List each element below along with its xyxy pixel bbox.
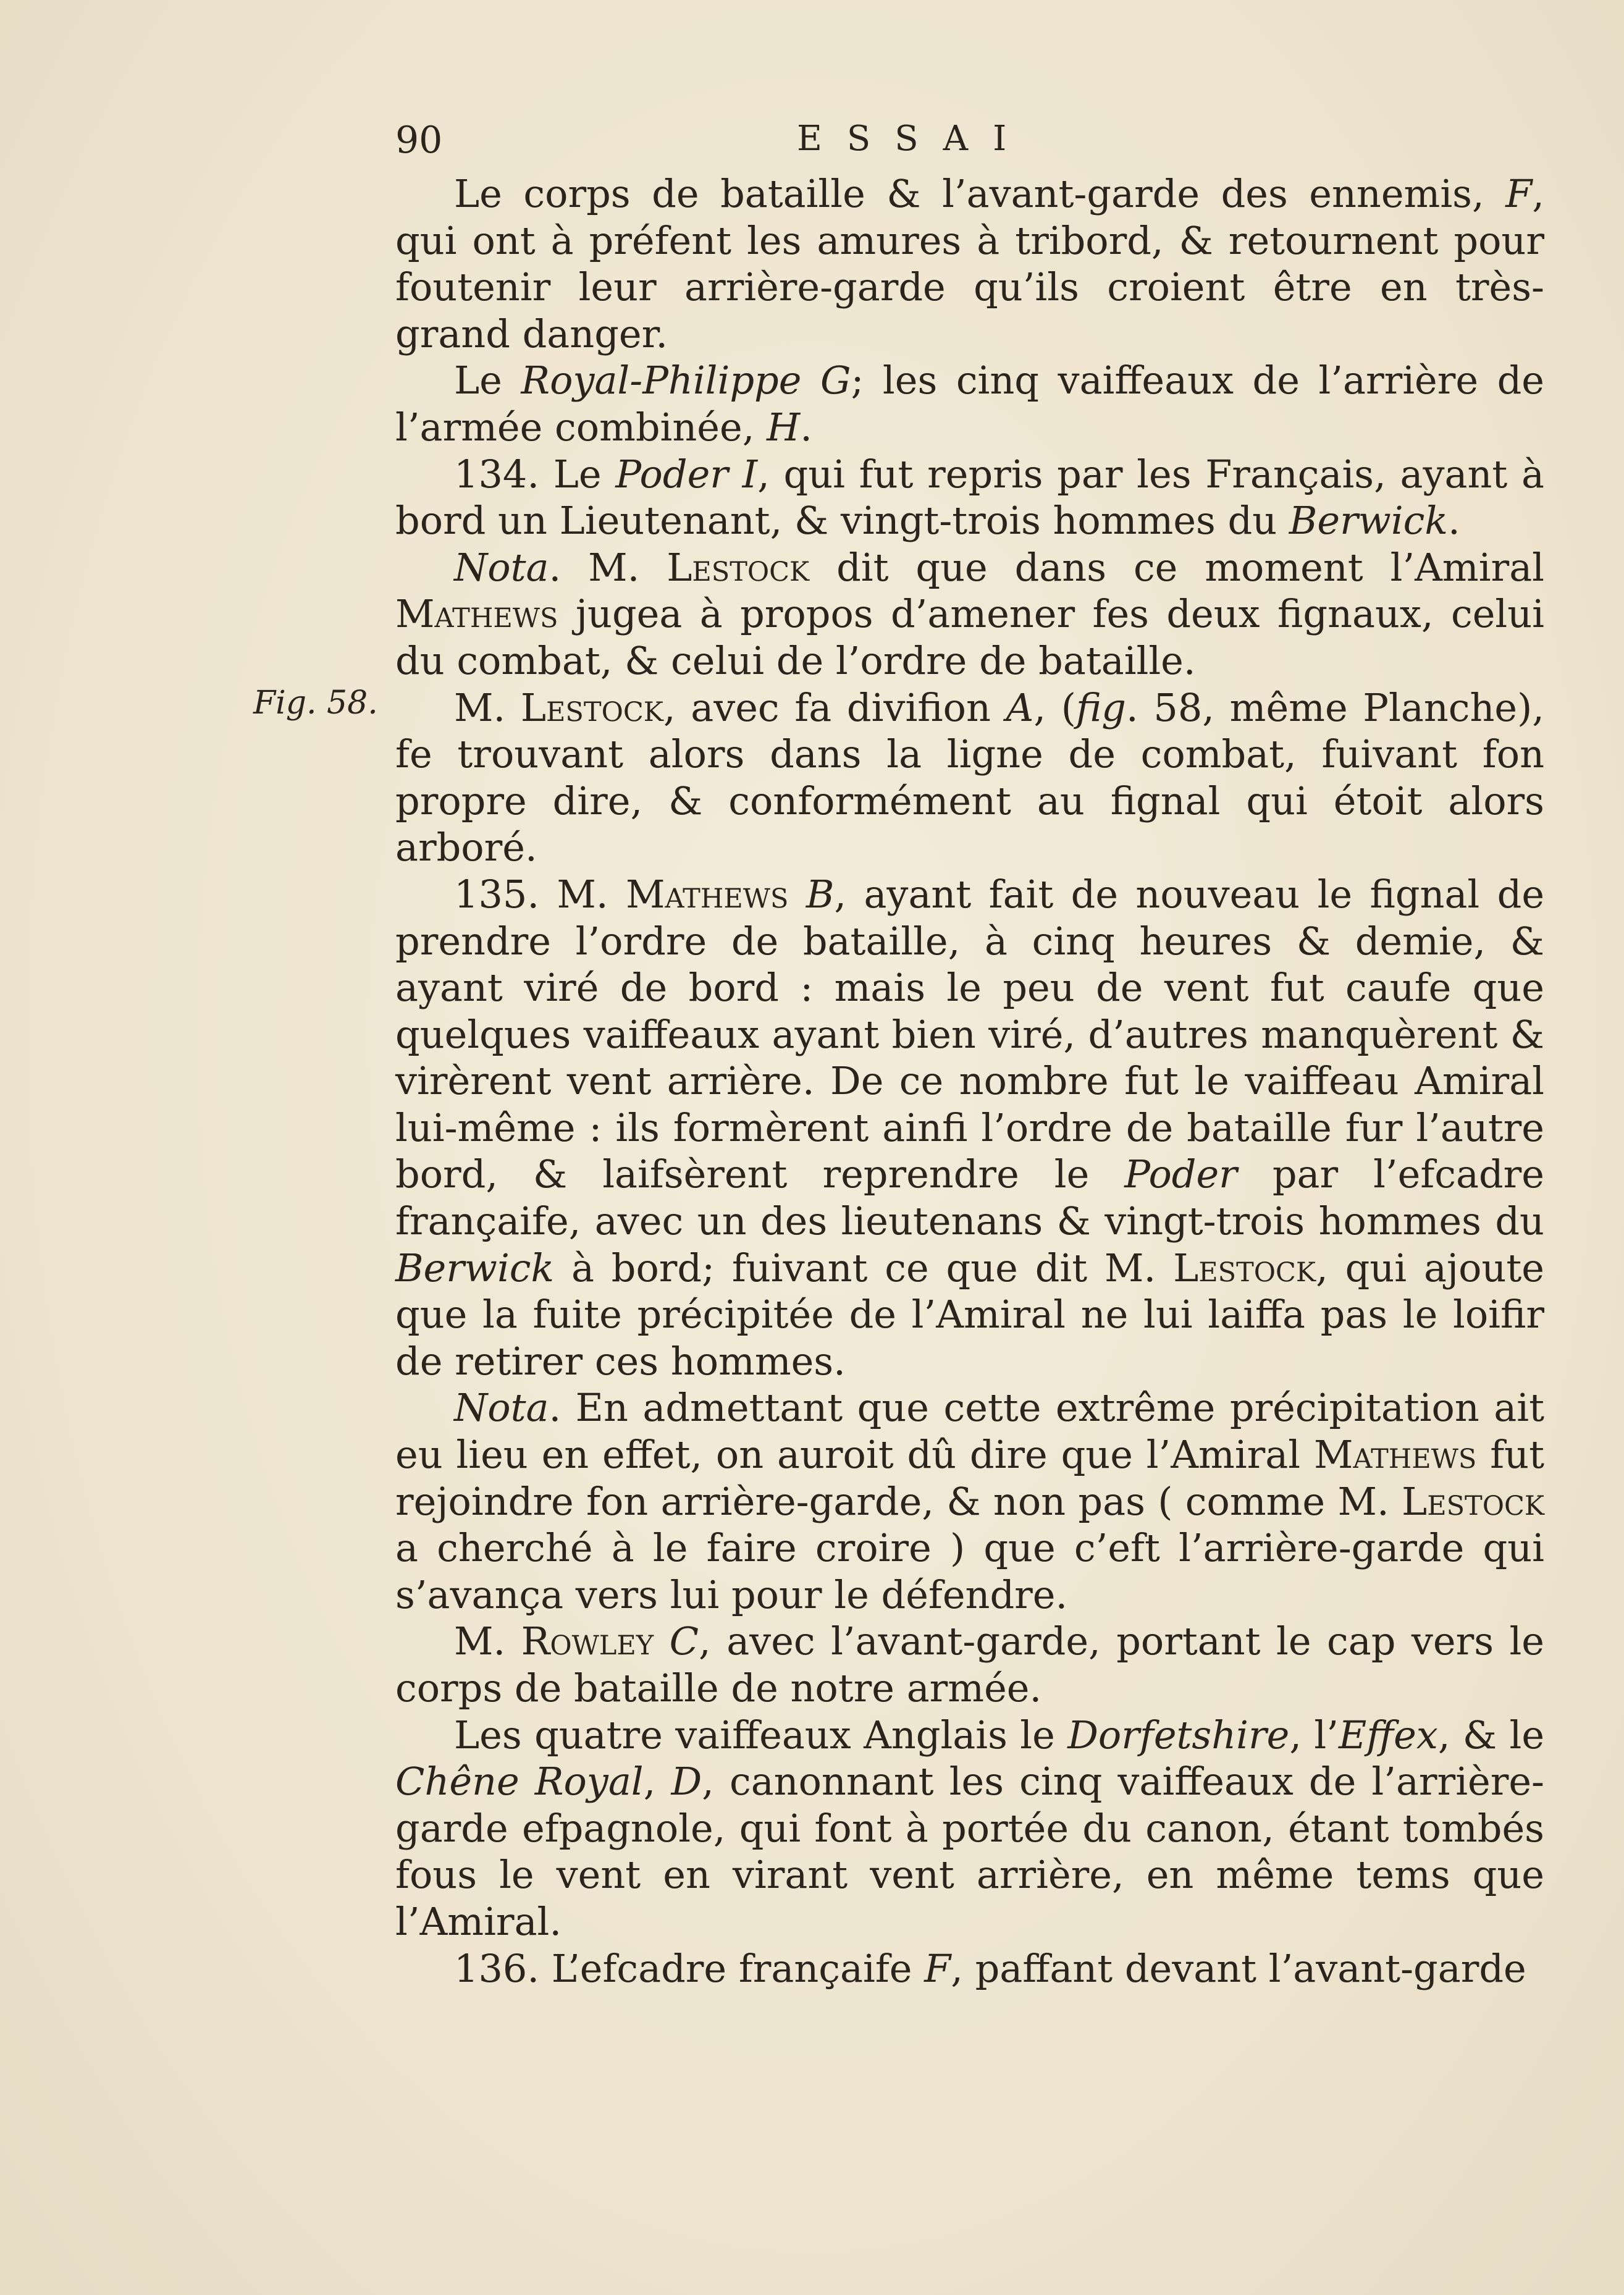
margin-note: Fig. 58. [253,684,378,722]
text-segment: Mathews [1313,1432,1477,1478]
text-segment: , ( [1033,684,1076,730]
text-segment: Lestock [1402,1478,1544,1524]
text-segment: , [643,1759,671,1804]
text-segment [788,872,806,917]
text-segment: , qui fut repris par les Français, ayant à bord un Lieutenant, & vingt-trois hommes du [395,451,1545,544]
text-segment: Nota [454,544,549,590]
text-segment: , canonnant les cinq vaiffeaux de l’arrière-garde efpagnole, qui font à portée du canon, étant tombés fous le vent en virant vent arrière, en même tems que l’Amiral. [395,1759,1544,1944]
text-segment: par l’efcadre françaife, avec un des lieutenans & vingt-trois hommes du [395,1152,1544,1244]
text-segment: fut rejoindre fon arrière-garde, & non pas ( comme M. [395,1432,1544,1524]
text-segment: Rowley [521,1619,654,1664]
text-segment: Lestock [667,544,810,590]
text-segment: ; les cinq vaiffeaux de l’arrière de l’armée combinée, [395,358,1544,450]
text-segment: a cherché à le faire croire ) que c’eft l’arrière-garde qui s’avança vers lui pour le défendre. [395,1525,1544,1617]
paragraph-5 [395,684,1544,871]
text-segment: F [1505,171,1533,216]
paragraph-3 [395,451,1544,544]
text-segment [654,1619,669,1664]
page-header [395,119,1544,174]
text-segment: 136. L’efcadre françaife [454,1945,925,1991]
paragraph-1 [395,171,1544,357]
text-segment: . 58, même Planche), fe trouvant alors dans la ligne de combat, fuivant fon propre dire, & conformément au fignal qui étoit alors arboré. [395,684,1544,870]
text-segment: C [669,1619,699,1664]
text-segment: Royal-Philippe G [521,358,851,403]
text-segment: Mathews [626,871,789,917]
text-segment: Poder [1124,1152,1237,1197]
text-segment: Le [454,358,521,403]
text-segment: Berwick [1289,498,1448,544]
text-segment: Mathews [395,591,558,637]
text-segment: 135. M. [454,871,626,917]
text-segment: , avec fa divifion [663,684,1006,730]
text-segment: H [767,404,801,450]
text-segment: , & le [1437,1712,1545,1758]
page-number: 90 [395,119,443,162]
text-segment: . [1447,498,1460,544]
text-segment: Berwick [395,1245,555,1291]
text-segment: 134. Le [454,451,616,497]
text-segment: Chêne Royal [395,1759,644,1804]
running-head: ESSAI [797,119,1032,159]
paragraph-4 [395,544,1544,684]
text-segment: . [800,404,812,450]
paragraph-8 [395,1618,1544,1711]
text-segment: Les quatre vaiffeaux Anglais le [454,1712,1068,1758]
text-segment: Effex [1338,1712,1438,1758]
paragraph-9 [395,1712,1544,1945]
text-segment: fig [1075,684,1126,730]
paragraph-6 [395,871,1544,1385]
text-segment: à bord; fuivant ce que dit M. [554,1245,1174,1291]
text-segment: Lestock [1173,1245,1316,1291]
text-segment: , l’ [1289,1712,1339,1758]
text-segment: A [1006,684,1034,730]
text-segment: , ayant fait de nouveau le fignal de prendre l’ordre de bataille, à cinq heures & demie, & ayant viré de bord : mais le peu de vent fut caufe que quelques vaiffeaux ayant bien viré, d’autres manquèrent & virèrent vent arrière. De ce nombre fut le vaiffeau Amiral lui-même : ils formèrent ainfi l’ordre de bataille fur l’autre bord, & laifsèrent reprendre le [395,871,1545,1197]
text-segment: B [806,871,835,917]
text-segment: , avec l’avant-garde, portant le cap vers le corps de bataille de notre armée. [395,1619,1544,1711]
text-segment: D [671,1759,702,1804]
text-segment: Dorfetshire [1067,1712,1290,1758]
text-segment: . M. [549,544,667,590]
text-segment: Nota [454,1385,549,1431]
text-segment: , qui ajoute que la fuite précipitée de l’Amiral ne lui laiffa pas le loifir de retirer ces hommes. [395,1245,1544,1384]
text-segment: dit que dans ce moment l’Amiral [809,544,1544,590]
text-segment: M. [454,1619,521,1664]
paragraph-7 [395,1384,1544,1618]
text-segment: M. [454,684,521,730]
text-segment: F [924,1945,951,1991]
text-segment: Le corps de bataille & l’avant-garde des ennemis, [454,171,1506,216]
paragraph-2 [395,357,1544,450]
text-segment: . En admettant que cette extrême précipitation ait eu lieu en effet, on auroit dû dire que l’Amiral [395,1385,1544,1478]
text-segment: , paffant devant l’avant-garde [951,1945,1526,1991]
paragraph-10 [395,1945,1544,1992]
text-segment: jugea à propos d’amener fes deux fignaux, celui du combat, & celui de l’ordre de bataille. [395,591,1544,683]
body-text [395,171,1544,1992]
text-segment: , qui ont à préfent les amures à tribord, & retournent pour foutenir leur arrière-garde qu’ils croient être en très-grand danger. [395,171,1544,356]
text-segment: Poder I [615,451,758,497]
text-segment: Lestock [520,684,663,730]
